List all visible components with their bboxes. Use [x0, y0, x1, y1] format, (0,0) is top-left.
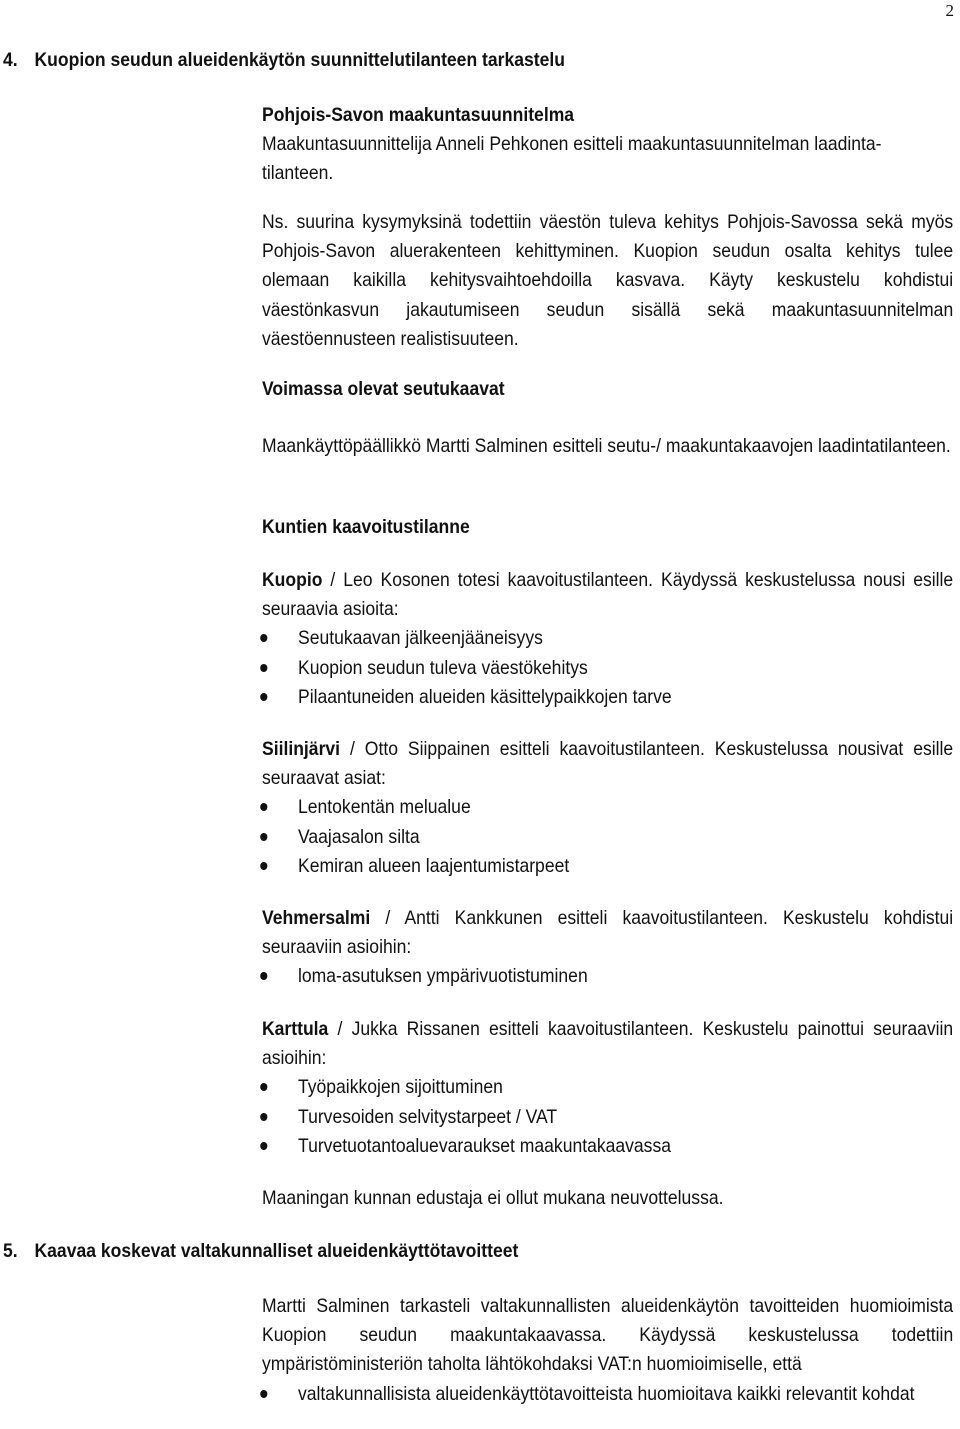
vehmersalmi-name: Vehmersalmi [262, 907, 371, 929]
maakunta-heading: Pohjois-Savon maakuntasuunnitelma [262, 104, 575, 126]
siilinjarvi-paragraph [262, 735, 953, 793]
karttula-text: / Jukka Rissanen esitteli kaavoitustilanteen. Keskustelu painottui seuraaviin asioihin: [262, 1018, 954, 1070]
maakunta-intro-line-1: Maakuntasuunnittelija Anneli Pehkonen esitteli maakuntasuunnitelman laadinta- [262, 133, 882, 156]
section-5-title: Kaavaa koskevat valtakunnalliset alueidenkäyttötavoitteet [34, 1240, 519, 1262]
vehmersalmi-block [262, 904, 953, 992]
list-item: Turvesoiden selvitystarpeet / VAT [262, 1103, 953, 1132]
maakunta-block [262, 101, 953, 189]
siilinjarvi-text: / Otto Siippainen esitteli kaavoitustilanteen. Keskustelussa nousivat esille seuraavat asiat: [262, 738, 954, 790]
kuopio-text: / Leo Kosonen totesi kaavoitustilanteen. Käydyssä keskustelussa nousi esille seuraavia asioita: [262, 569, 954, 621]
vehmersalmi-text: / Antti Kankkunen esitteli kaavoitustilanteen. Keskustelu kohdistui seuraaviin asioihin: [262, 907, 954, 959]
section-5-paragraph: Martti Salminen tarkasteli valtakunnallisten alueidenkäytön tavoitteiden huomioimista Kuopion seudun maakuntakaavassa. Käydyssä keskustelussa todettiin ympäristöministeriön taholta lähtökohdaksi VAT:n huomioimiselle, että [262, 1295, 954, 1376]
section-4-title: Kuopion seudun alueidenkäytön suunnittelutilanteen tarkastelu [34, 49, 565, 71]
siilinjarvi-list [262, 793, 953, 881]
maaninka-note: Maaningan kunnan edustaja ei ollut mukana neuvottelussa. [262, 1187, 724, 1209]
karttula-paragraph [262, 1015, 953, 1073]
list-item: loma-asutuksen ympärivuotistuminen [262, 962, 953, 991]
siilinjarvi-name: Siilinjärvi [262, 738, 341, 760]
kuopio-block [262, 566, 953, 712]
siilinjarvi-block [262, 735, 953, 881]
section-4-number: 4. [3, 49, 18, 71]
karttula-list [262, 1073, 953, 1161]
kuopio-list [262, 624, 953, 712]
seutukaavat-paragraph: Maankäyttöpäällikkö Martti Salminen esitteli seutu-/ maakuntakaavojen laadintatilanteen. [262, 435, 951, 457]
list-item: Lentokentän melualue [262, 793, 953, 822]
section-5-block [262, 1292, 953, 1409]
maakunta-intro-line-2: tilanteen. [262, 162, 334, 185]
karttula-block [262, 1015, 953, 1161]
section-5-heading [3, 1237, 518, 1266]
list-item: Pilaantuneiden alueiden käsittelypaikkojen tarve [262, 683, 953, 712]
section-5-number: 5. [3, 1240, 18, 1262]
maakunta-paragraph: Ns. suurina kysymyksinä todettiin väestön tuleva kehitys Pohjois-Savossa sekä myös Pohjois-Savon aluerakenteen kehittyminen. Kuopion seudun osalta kehitys tulee olemaan kaikilla kehitysvaihtoehdoilla kasvava. Käyty keskustelu kohdistui väestönkasvun jakautumiseen seudun sisällä sekä maakuntasuunnitelman väestöennusteen realistisuuteen. [262, 211, 954, 350]
list-item: Kuopion seudun tuleva väestökehitys [262, 654, 953, 683]
list-item: valtakunnallisista alueidenkäyttötavoitteista huomioitava kaikki relevantit kohdat [262, 1380, 953, 1409]
section-4-heading [3, 46, 565, 75]
seutukaavat-heading: Voimassa olevat seutukaavat [262, 378, 505, 400]
list-item: Seutukaavan jälkeenjääneisyys [262, 624, 953, 653]
list-item: Vaajasalon silta [262, 823, 953, 852]
karttula-name: Karttula [262, 1018, 329, 1040]
kuopio-paragraph [262, 566, 953, 624]
page-number: 2 [945, 1, 954, 20]
kaavoitus-heading: Kuntien kaavoitustilanne [262, 516, 470, 538]
section-5-list [262, 1380, 953, 1409]
vehmersalmi-paragraph [262, 904, 953, 962]
kuopio-name: Kuopio [262, 569, 323, 591]
list-item: Kemiran alueen laajentumistarpeet [262, 852, 953, 881]
list-item: Työpaikkojen sijoittuminen [262, 1073, 953, 1102]
list-item: Turvetuotantoaluevaraukset maakuntakaavassa [262, 1132, 953, 1161]
vehmersalmi-list [262, 962, 953, 991]
